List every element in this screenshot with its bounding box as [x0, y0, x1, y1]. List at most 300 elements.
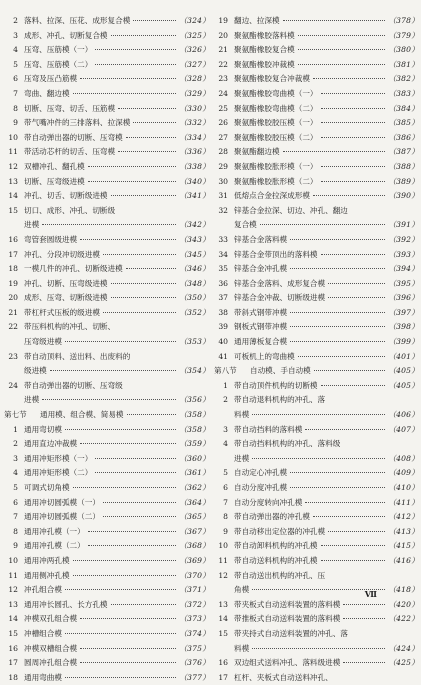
toc-page-ref: （393）	[388, 249, 419, 259]
toc-entry-number: 2	[13, 439, 18, 449]
toc-leader-dots	[80, 648, 176, 649]
toc-page-ref: （413）	[388, 526, 419, 536]
toc-entry	[214, 627, 419, 642]
toc-entry	[4, 350, 210, 365]
toc-entry	[214, 539, 419, 554]
toc-entry-number: 34	[218, 249, 228, 259]
toc-entry-number: 38	[218, 307, 228, 317]
toc-entry-title: 带自动弹出器的切断、压弯级	[24, 380, 123, 390]
toc-leader-dots	[290, 268, 385, 269]
toc-entry-title: 低熔点合金拉深成形模	[234, 191, 310, 201]
toc-entry-number: 6	[13, 497, 18, 507]
toc-leader-dots	[290, 472, 385, 473]
toc-entry	[4, 364, 210, 379]
toc-leader-dots	[260, 224, 386, 225]
toc-entry-title: 双边组式送料冲孔、落料级进模	[234, 658, 341, 668]
toc-entry	[214, 204, 419, 219]
toc-entry-title: 级进模	[24, 366, 47, 376]
toc-entry-title: 冲模双孔组合模	[24, 614, 78, 624]
toc-entry-title: 聚氨酯翻边模	[234, 147, 280, 157]
toc-page-ref: （394）	[388, 264, 419, 274]
toc-entry	[214, 29, 419, 44]
toc-entry	[4, 306, 210, 321]
toc-page-ref: （350）	[179, 293, 210, 303]
toc-page-ref: （372）	[179, 599, 210, 609]
toc-entry	[214, 656, 419, 671]
toc-entry	[214, 320, 419, 335]
toc-entry	[4, 437, 210, 452]
toc-entry-title: 通用直边冲裁模	[24, 439, 78, 449]
toc-leader-dots	[313, 195, 385, 196]
toc-page-ref: （410）	[388, 483, 419, 492]
toc-leader-dots	[88, 181, 177, 182]
toc-entry-number: 5	[13, 483, 18, 492]
toc-entry	[4, 583, 210, 598]
toc-entry	[4, 218, 210, 233]
toc-entry-number: 第七节	[4, 410, 27, 420]
toc-entry	[4, 510, 210, 525]
toc-entry-title: 聚氨酯橡胶冲裁模	[234, 59, 295, 69]
toc-entry-number: 7	[13, 512, 18, 522]
toc-page-ref: （422）	[388, 614, 419, 624]
toc-leader-dots	[103, 516, 176, 517]
toc-page-ref: （338）	[179, 161, 210, 171]
toc-page-ref: （352）	[179, 307, 210, 317]
toc-entry-title: 锌基合金拉深、切边、冲孔、翻边	[234, 205, 348, 215]
toc-leader-dots	[88, 166, 177, 167]
toc-entry	[4, 554, 210, 569]
toc-entry	[214, 58, 419, 73]
toc-page-ref: （329）	[179, 88, 210, 98]
toc-entry-number: 1	[13, 424, 18, 434]
toc-section-heading	[214, 364, 419, 379]
toc-entry-title: 带夹持式自动送料装置的冲孔、落	[234, 628, 348, 638]
toc-entry-title: 进模	[24, 220, 40, 230]
toc-leader-dots	[73, 560, 177, 561]
toc-entry	[4, 145, 210, 160]
toc-leader-dots	[42, 399, 176, 400]
toc-leader-dots	[111, 35, 177, 36]
toc-entry	[4, 131, 210, 146]
toc-entry	[214, 43, 419, 58]
toc-leader-dots	[88, 545, 177, 546]
toc-leader-dots	[290, 487, 385, 488]
toc-leader-dots	[343, 662, 385, 663]
toc-entry-number: 19	[218, 16, 228, 25]
toc-entry-title: 聚氨酯橡胶胶压模（一）	[234, 118, 318, 128]
toc-page-ref: （354）	[179, 366, 210, 376]
toc-leader-dots	[65, 633, 176, 634]
toc-entry-title: 锌基合金落料模	[234, 234, 288, 244]
toc-leader-dots	[133, 20, 176, 21]
toc-entry	[4, 58, 210, 73]
toc-entry-title: 聚氨酯橡胶复合模	[234, 45, 295, 55]
toc-right-column	[214, 14, 419, 685]
toc-entry-number: 7	[223, 497, 228, 507]
toc-entry-number: 18	[8, 672, 18, 682]
toc-entry	[4, 160, 210, 175]
toc-entry-number: 6	[13, 74, 18, 84]
toc-leader-dots	[73, 575, 177, 576]
toc-entry-number: 5	[13, 59, 18, 69]
toc-entry	[4, 189, 210, 204]
toc-page-ref: （356）	[179, 395, 210, 405]
toc-entry-number: 14	[218, 614, 228, 624]
toc-entry-title: 弯曲、翻边模	[24, 88, 70, 98]
toc-entry-title: 冲槽组合模	[24, 628, 62, 638]
toc-leader-dots	[65, 589, 176, 590]
toc-page-ref: （407）	[388, 424, 419, 434]
toc-entry-title: 自动分度转向冲孔模	[234, 497, 303, 507]
toc-page-ref: （399）	[388, 337, 419, 347]
toc-entry-title: 通用弯切模	[24, 424, 62, 434]
toc-entry-number: 37	[218, 293, 228, 303]
toc-page-ref: （386）	[388, 132, 419, 142]
toc-entry	[4, 233, 210, 248]
toc-page-ref: （389）	[388, 176, 419, 186]
toc-leader-dots	[305, 429, 385, 430]
toc-entry-number: 12	[8, 585, 18, 595]
toc-page-ref: （390）	[388, 191, 419, 201]
toc-entry-title: 双槽冲孔、翻孔模	[24, 161, 85, 171]
toc-entry-title: 锌基合金带顶出的落料模	[234, 249, 318, 259]
toc-entry-title: 聚氨酯橡胶胶压模（二）	[234, 132, 318, 142]
toc-entry	[214, 408, 419, 423]
toc-entry	[4, 627, 210, 642]
toc-page-ref: （369）	[179, 555, 210, 565]
toc-entry	[4, 277, 210, 292]
toc-leader-dots	[103, 502, 176, 503]
toc-leader-dots	[321, 108, 386, 109]
toc-entry-number: 17	[8, 658, 18, 668]
toc-leader-dots	[290, 239, 385, 240]
toc-entry-number: 29	[218, 161, 228, 171]
toc-page-ref: （383）	[388, 88, 419, 98]
toc-entry	[4, 116, 210, 131]
toc-entry-number: 36	[218, 278, 228, 288]
toc-entry-title: 角模	[234, 585, 250, 595]
toc-leader-dots	[111, 195, 177, 196]
toc-entry-title: 进模	[234, 453, 250, 463]
toc-entry-number: 41	[218, 351, 228, 361]
toc-entry-title: 带自动卸料机构的冲孔模	[234, 541, 318, 551]
toc-entry	[4, 525, 210, 540]
toc-entry-title: 通用冲切圆弧模（一）	[24, 497, 100, 507]
toc-entry-title: 切断、压弯级进模	[24, 176, 85, 186]
toc-entry-title: 通用冲孔模（一）	[24, 526, 85, 536]
toc-page-ref: （416）	[388, 555, 419, 565]
toc-entry-title: 圆周冲孔组合模	[24, 658, 78, 668]
toc-entry-number: 10	[218, 541, 228, 551]
toc-entry-title: 冲孔、分段冲切级进模	[24, 249, 100, 259]
toc-entry-title: 带自动退料机构的冲孔、落	[234, 395, 326, 405]
toc-page-ref: （375）	[179, 643, 210, 653]
toc-entry	[214, 496, 419, 511]
toc-entry	[4, 466, 210, 481]
toc-page-ref: （345）	[179, 249, 210, 259]
toc-leader-dots	[321, 560, 386, 561]
toc-leader-dots	[88, 531, 177, 532]
toc-entry-number: 32	[218, 205, 228, 215]
toc-page-ref: （425）	[388, 658, 419, 668]
toc-entry-number: 35	[218, 264, 228, 274]
toc-entry-title: 聚氨酯橡胶落料模	[234, 30, 295, 40]
toc-entry-number: 9	[13, 541, 18, 551]
toc-leader-dots	[65, 341, 176, 342]
toc-entry-title: 带自动顶件机构的切断模	[234, 380, 318, 390]
toc-entry-title: 压弯级进模	[24, 337, 62, 347]
toc-leader-dots	[95, 458, 176, 459]
toc-entry-number: 39	[218, 322, 228, 332]
toc-leader-dots	[133, 122, 176, 123]
toc-entry	[4, 393, 210, 408]
toc-entry	[4, 656, 210, 671]
toc-entry	[214, 218, 419, 233]
toc-entry-title: 自动定心冲孔模	[234, 468, 288, 478]
toc-leader-dots	[343, 618, 385, 619]
toc-entry-title: 带夹板式自动送料装置的落料模	[234, 599, 341, 609]
toc-leader-dots	[80, 443, 176, 444]
toc-leader-dots	[290, 312, 385, 313]
toc-entry-number: 24	[218, 88, 228, 98]
toc-page-ref: （374）	[179, 628, 210, 638]
toc-entry-number: 2	[223, 395, 228, 405]
toc-entry	[4, 379, 210, 394]
toc-entry-number: 15	[8, 628, 18, 638]
toc-page-ref: （341）	[179, 191, 210, 201]
toc-leader-dots	[328, 297, 385, 298]
toc-entry-title: 通用侧冲孔模	[24, 570, 70, 580]
toc-entry	[4, 642, 210, 657]
toc-entry	[214, 248, 419, 263]
toc-leader-dots	[118, 108, 176, 109]
toc-leader-dots	[321, 137, 386, 138]
toc-leader-dots	[95, 472, 176, 473]
toc-entry-number: 28	[218, 147, 228, 157]
toc-entry	[214, 583, 419, 598]
toc-page-ref: （361）	[179, 468, 210, 478]
toc-entry-title: 自动分度冲孔模	[234, 483, 288, 492]
toc-entry-number: 3	[13, 453, 18, 463]
toc-entry-title: 通用薄板复合模	[234, 337, 288, 347]
toc-entry-title: 带自动挡料的落料模	[234, 424, 303, 434]
toc-page-ref: （418）	[388, 585, 419, 595]
toc-entry-number: 10	[8, 555, 18, 565]
toc-entry-number: 8	[13, 103, 18, 113]
toc-leader-dots	[103, 254, 176, 255]
toc-page-ref: （358）	[179, 424, 210, 434]
toc-leader-dots	[290, 326, 385, 327]
toc-entry-number: 13	[218, 599, 228, 609]
toc-entry-title: 带压料机构的冲孔、切断、	[24, 322, 116, 332]
toc-entry-number: 8	[13, 526, 18, 536]
toc-entry-title: 可调式切角模	[24, 483, 70, 492]
toc-entry-title: 切断、压弯、切舌、压筋模	[24, 103, 116, 113]
toc-page-ref: （391）	[388, 220, 419, 230]
toc-page-ref: （415）	[388, 541, 419, 551]
toc-entry	[214, 72, 419, 87]
toc-entry	[4, 14, 210, 29]
toc-entry-number: 15	[218, 628, 228, 638]
toc-entry-number: 13	[8, 599, 18, 609]
toc-entry-title: 通用冲切圆弧模（二）	[24, 512, 100, 522]
toc-leader-dots	[252, 414, 385, 415]
toc-entry-title: 成形、冲孔、切断复合模	[24, 30, 108, 40]
toc-leader-dots	[111, 297, 177, 298]
toc-leader-dots	[126, 268, 177, 269]
toc-entry-title: 成形、压弯、切断级进模	[24, 293, 108, 303]
toc-page-ref: （376）	[179, 658, 210, 668]
toc-leader-dots	[65, 429, 176, 430]
toc-leader-dots	[321, 181, 386, 182]
toc-entry-title: 聚氨酯橡胶弯曲模（二）	[234, 103, 318, 113]
toc-entry-title: 复合模	[234, 220, 257, 230]
toc-leader-dots	[290, 341, 385, 342]
toc-entry-title: 带自动挡料机构的冲孔、落料级	[234, 439, 341, 449]
toc-page-ref: （348）	[179, 278, 210, 288]
toc-entry-number: 17	[8, 249, 18, 259]
toc-entry-number: 2	[13, 16, 18, 25]
toc-entry-number: 23	[8, 351, 18, 361]
toc-entry-title: 带活动芯杆的切舌、压弯模	[24, 147, 116, 157]
toc-entry-title: 通用冲矩形模（二）	[24, 468, 93, 478]
toc-entry	[4, 481, 210, 496]
toc-entry-number: 15	[8, 205, 18, 215]
toc-entry-title: 通用冲两孔模	[24, 555, 70, 565]
toc-page-ref: （401）	[388, 351, 419, 361]
toc-page-ref: （334）	[179, 132, 210, 142]
toc-entry-title: 聚氨酯橡胶胀形模（一）	[234, 161, 318, 171]
toc-page-ref: （385）	[388, 118, 419, 128]
toc-page-ref: （379）	[388, 30, 419, 40]
toc-leader-dots	[313, 516, 385, 517]
toc-entry-number: 16	[8, 234, 18, 244]
toc-page-ref: （368）	[179, 541, 210, 551]
toc-entry	[214, 145, 419, 160]
toc-entry-title: 冲模双槽组合模	[24, 643, 78, 653]
toc-entry	[4, 612, 210, 627]
toc-entry-number: 4	[223, 439, 228, 449]
toc-entry-title: 锌基合金落料、成形复合模	[234, 278, 326, 288]
toc-leader-dots	[283, 20, 386, 21]
toc-entry	[4, 320, 210, 335]
toc-entry-title: 带自动送出机构的冲孔、压	[234, 570, 326, 580]
toc-page-ref: （327）	[179, 59, 210, 69]
toc-leader-dots	[321, 385, 386, 386]
toc-entry-number: 4	[13, 468, 18, 478]
toc-entry-number: 7	[13, 88, 18, 98]
toc-entry-title: 可板机上的弯曲模	[234, 351, 295, 361]
toc-entry-title: 带自动顶料、送出料、出废料的	[24, 351, 131, 361]
toc-page-ref: （377）	[179, 672, 210, 682]
toc-entry-number: 12	[8, 161, 18, 171]
toc-page-ref: （384）	[388, 103, 419, 113]
toc-entry-title: 通用冲长圆孔、长方孔模	[24, 599, 108, 609]
toc-entry-number: 27	[218, 132, 228, 142]
toc-entry	[4, 102, 210, 117]
toc-page-ref: （388）	[388, 161, 419, 171]
toc-page-ref: （398）	[388, 322, 419, 332]
toc-entry	[214, 554, 419, 569]
toc-entry-number: 14	[8, 191, 18, 201]
toc-page-ref: （406）	[388, 410, 419, 420]
toc-entry-number: 5	[223, 468, 228, 478]
toc-entry-title: 聚氨酯橡胶复合冲裁模	[234, 74, 310, 84]
toc-entry	[4, 423, 210, 438]
toc-page-ref: （330）	[179, 103, 210, 113]
toc-page-ref: （346）	[179, 264, 210, 274]
toc-entry-title: 带自动移出定位器的冲孔模	[234, 526, 326, 536]
toc-leader-dots	[321, 545, 386, 546]
toc-entry-title: 落料、拉深、压花、成形复合模	[24, 16, 131, 25]
toc-page-ref: （371）	[179, 585, 210, 595]
toc-leader-dots	[321, 122, 386, 123]
toc-page-ref: （353）	[179, 337, 210, 347]
toc-entry-number: 31	[218, 191, 228, 201]
toc-page-ref: （409）	[388, 468, 419, 478]
toc-entry-title: 冲孔、切断、压弯级进模	[24, 278, 108, 288]
toc-page-ref: （412）	[388, 512, 419, 522]
toc-entry-title: 料模	[234, 410, 250, 420]
toc-entry	[4, 175, 210, 190]
toc-page-ref: （326）	[179, 45, 210, 55]
toc-entry	[4, 43, 210, 58]
toc-entry-title: 一模几件的冲孔、切断级进模	[24, 264, 123, 274]
toc-entry	[214, 671, 419, 685]
toc-entry-title: 通用冲孔模（二）	[24, 541, 85, 551]
toc-entry-title: 带推板式自动送料装置的落料模	[234, 614, 341, 624]
toc-page-ref: （405）	[388, 380, 419, 390]
toc-leader-dots	[73, 93, 177, 94]
toc-entry-title: 通用弯曲模	[24, 672, 62, 682]
toc-entry-number: 11	[218, 555, 228, 565]
toc-leader-dots	[328, 531, 385, 532]
toc-entry-title: 带自动送料机构的冲孔模	[234, 555, 318, 565]
toc-entry	[4, 204, 210, 219]
toc-entry-number: 17	[218, 672, 228, 682]
toc-entry	[214, 612, 419, 627]
toc-entry	[214, 306, 419, 321]
toc-entry-title: 聚氨酯橡胶胀形模（二）	[234, 176, 318, 186]
toc-entry	[214, 437, 419, 452]
toc-entry-title: 带气嘴冲件的三排落料、拉深模	[24, 118, 131, 128]
toc-leader-dots	[252, 648, 385, 649]
toc-entry	[214, 393, 419, 408]
toc-leader-dots	[111, 283, 177, 284]
toc-page-ref: （370）	[179, 570, 210, 580]
page-number: Ⅶ	[364, 589, 377, 599]
toc-entry-number: 11	[8, 570, 18, 580]
toc-entry-number: 26	[218, 118, 228, 128]
toc-page-ref: （343）	[179, 234, 210, 244]
toc-entry-title: 带杠杆式压板的级进模	[24, 307, 100, 317]
toc-entry	[214, 102, 419, 117]
toc-entry-number: 30	[218, 176, 228, 186]
toc-entry	[214, 379, 419, 394]
toc-page-ref: （324）	[179, 16, 210, 25]
toc-entry-number: 8	[223, 512, 228, 522]
toc-entry-number: 19	[8, 278, 18, 288]
toc-entry	[4, 87, 210, 102]
toc-entry-number: 6	[223, 483, 228, 492]
toc-entry-number: 24	[8, 380, 18, 390]
toc-entry-number: 1	[223, 380, 228, 390]
toc-entry	[4, 539, 210, 554]
toc-entry-number: 16	[8, 643, 18, 653]
toc-leader-dots	[127, 414, 177, 415]
toc-entry-title: 通用冲矩形模（一）	[24, 453, 93, 463]
toc-entry	[4, 291, 210, 306]
